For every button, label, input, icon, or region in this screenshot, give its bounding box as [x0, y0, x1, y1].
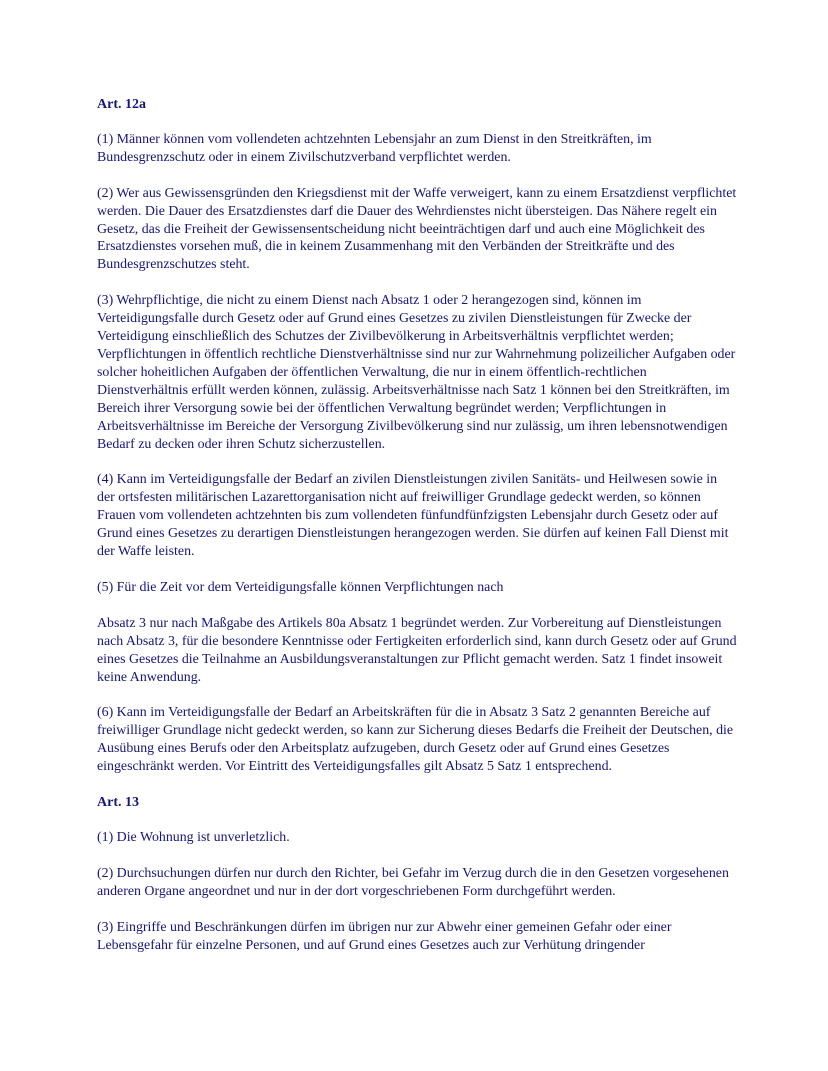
paragraph-12a-3: (3) Wehrpflichtige, die nicht zu einem Dienst nach Absatz 1 oder 2 herangezogen sind, können im Verteidigungsfalle durch Gesetz oder auf Grund eines Gesetzes zu zivilen Dienstleistungen für Zwecke der Verteidigung einschließlich des Schutzes der Zivilbevölkerung in Arbeitsverhältnis verpflichtet werden; Verpflichtungen in öffentlich rechtliche Dienstverhältnisse sind nur zur Wahrnehmung polizeilicher Aufgaben oder solcher hoheitlichen Aufgaben der öffentlichen Verwaltung, die nur in einem öffentlich-rechtlichen Dienstverhältnis erfüllt werden können, zulässig. Arbeitsverhältnisse nach Satz 1 können bei den Streitkräften, im Bereich ihrer Versorgung sowie bei der öffentlichen Verwaltung begründet werden; Verpflichtungen in Arbeitsverhältnisse im Bereiche der Versorgung Zivilbevölkerung sind nur zulässig, um ihren lebensnotwendigen Bedarf zu decken oder ihren Schutz sicherzustellen. [97, 293, 736, 452]
paragraph-13-3: (3) Eingriffe und Beschränkungen dürfen im übrigen nur zur Abwehr einer gemeinen Gefahr oder einer Lebensgefahr für einzelne Personen, und auf Grund eines Gesetzes auch zur Verhütung dringender [97, 919, 672, 953]
article-heading-13: Art. 13 [97, 795, 139, 811]
paragraph-12a-4: (4) Kann im Verteidigungsfalle der Bedarf an zivilen Dienstleistungen zivilen Sanitäts- und Heilwesen sowie in der ortsfesten militärischen Lazarettorganisation nicht auf freiwilliger Grundlage gedeckt werden, so können Frauen vom vollendeten achtzehnten bis zum vollendeten fünfundfünfzigsten Lebensjahr durch Gesetz oder auf Grund eines Gesetzes zu derartigen Dienstleistungen herangezogen werden. Sie dürfen auf keinen Fall Dienst mit der Waffe leisten. [97, 472, 729, 560]
paragraph-12a-5-continued: Absatz 3 nur nach Maßgabe des Artikels 80a Absatz 1 begründet werden. Zur Vorbereitung auf Dienstleistungen nach Absatz 3, für die besondere Kenntnisse oder Fertigkeiten erforderlich sind, kann durch Gesetz oder auf Grund eines Gesetzes die Teilnahme an Ausbildungsveranstaltungen zur Pflicht gemacht werden. Satz 1 findet insoweit keine Anwendung. [97, 615, 737, 685]
paragraph-13-2: (2) Durchsuchungen dürfen nur durch den Richter, bei Gefahr im Verzug durch die in den Gesetzen vorgesehenen anderen Organe angeordnet und nur in der dort vorgeschriebenen Form durchgeführt werden. [97, 865, 729, 899]
paragraph-12a-6: (6) Kann im Verteidigungsfalle der Bedarf an Arbeitskräften für die in Absatz 3 Satz 2 genannten Bereiche auf freiwilliger Grundlage nicht gedeckt werden, so kann zur Sicherung dieses Bedarfs die Freiheit der Deutschen, die Ausübung eines Berufs oder den Arbeitsplatz aufzugeben, durch Gesetz oder auf Grund eines Gesetzes eingeschränkt werden. Vor Eintritt des Verteidigungsfalles gilt Absatz 5 Satz 1 entsprechend. [97, 705, 734, 775]
article-heading-12a: Art. 12a [97, 97, 146, 112]
document-body [97, 96, 737, 973]
paragraph-12a-5: (5) Für die Zeit vor dem Verteidigungsfalle können Verpflichtungen nach [97, 579, 504, 595]
paragraph-13-1: (1) Die Wohnung ist unverletzlich. [97, 830, 290, 845]
paragraph-12a-2: (2) Wer aus Gewissensgründen den Kriegsdienst mit der Waffe verweigert, kann zu einem Ersatzdienst verpflichtet werden. Die Dauer des Ersatzdienstes darf die Dauer des Wehrdienstes nicht übersteigen. Das Nähere regelt ein Gesetz, das die Freiheit der Gewissensentscheidung nicht beeinträchtigen darf und auch eine Möglichkeit des Ersatzdienstes vorsehen muß, die in keinem Zusammenhang mit den Verbänden der Streitkräfte und des Bundesgrenzschutzes steht. [97, 185, 737, 273]
paragraph-12a-1: (1) Männer können vom vollendeten achtzehnten Lebensjahr an zum Dienst in den Streitkräften, im Bundesgrenzschutz oder in einem Zivilschutzverband verpflichtet werden. [97, 131, 652, 165]
